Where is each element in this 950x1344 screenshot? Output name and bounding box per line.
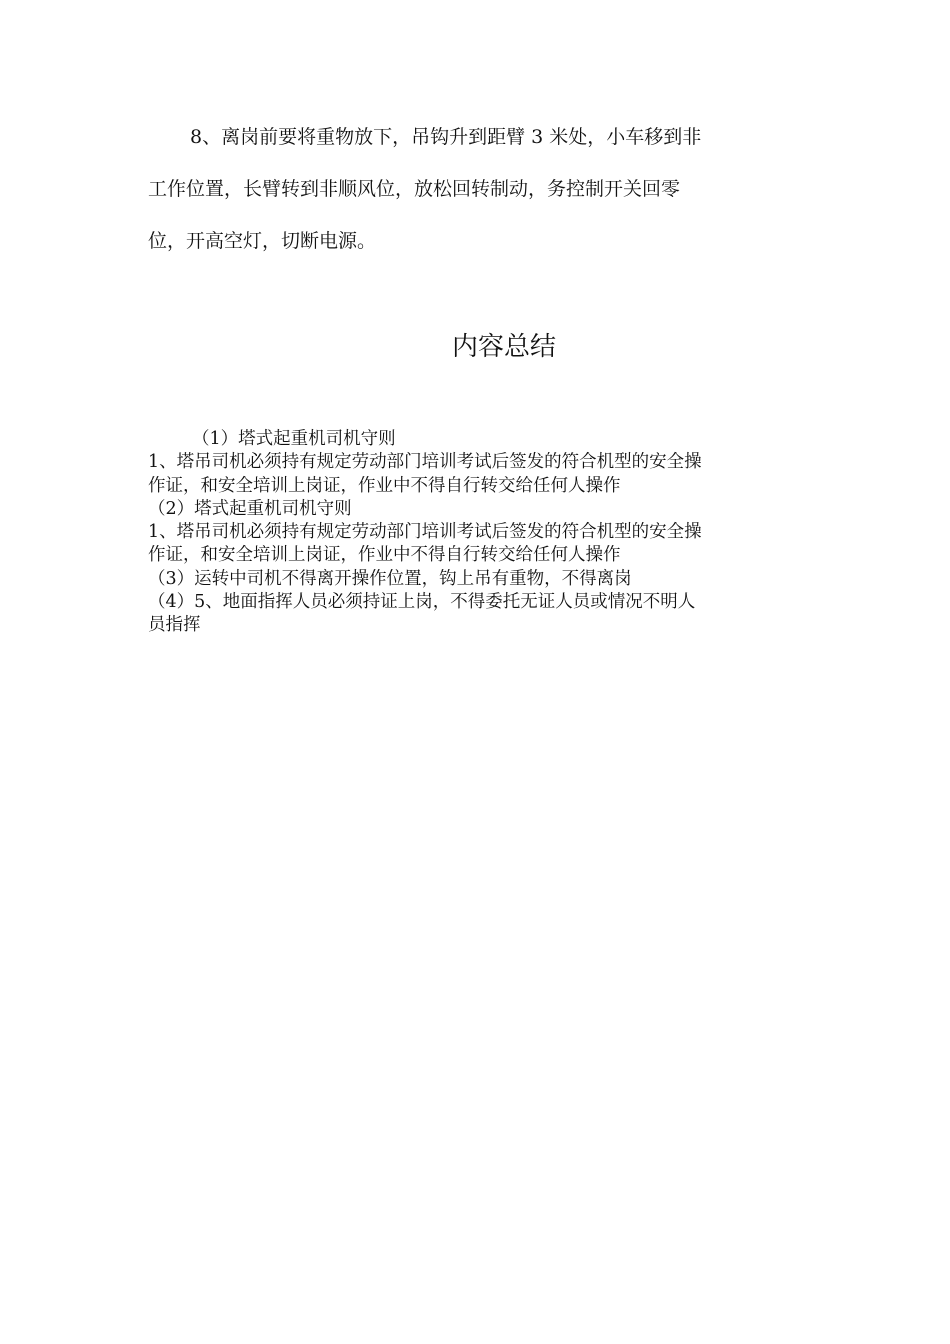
summary-body (148, 428, 808, 638)
summary-line-1: （1）塔式起重机司机守则 (192, 429, 396, 449)
summary-line-3: 作证，和安全培训上岗证，作业中不得自行转交给任何人操作 (148, 475, 621, 496)
summary-line-2: 1、塔吊司机必须持有规定劳动部门培训考试后签发的符合机型的安全操 (148, 452, 702, 473)
summary-line-5: 1、塔吊司机必须持有规定劳动部门培训考试后签发的符合机型的安全操 (148, 522, 702, 543)
rule-8-line-3: 位，开高空灯，切断电源。 (148, 230, 377, 252)
summary-line-9: 员指挥 (148, 615, 201, 636)
summary-line-6: 作证，和安全培训上岗证，作业中不得自行转交给任何人操作 (148, 545, 621, 566)
summary-line-4: （2）塔式起重机司机守则 (148, 498, 352, 519)
summary-line-7: （3）运转中司机不得离开操作位置，钩上吊有重物，不得离岗 (148, 568, 632, 589)
summary-line-8: （4）5、地面指挥人员必须持证上岗，不得委托无证人员或情况不明人 (148, 592, 696, 613)
rule-8-line-2: 工作位置，长臂转到非顺风位，放松回转制动，务控制开关回零 (148, 178, 681, 200)
rule-8-line-1: 8、离岗前要将重物放下，吊钩升到距臂 3 米处，小车移到非 (190, 126, 702, 148)
summary-title: 内容总结 (451, 332, 556, 362)
